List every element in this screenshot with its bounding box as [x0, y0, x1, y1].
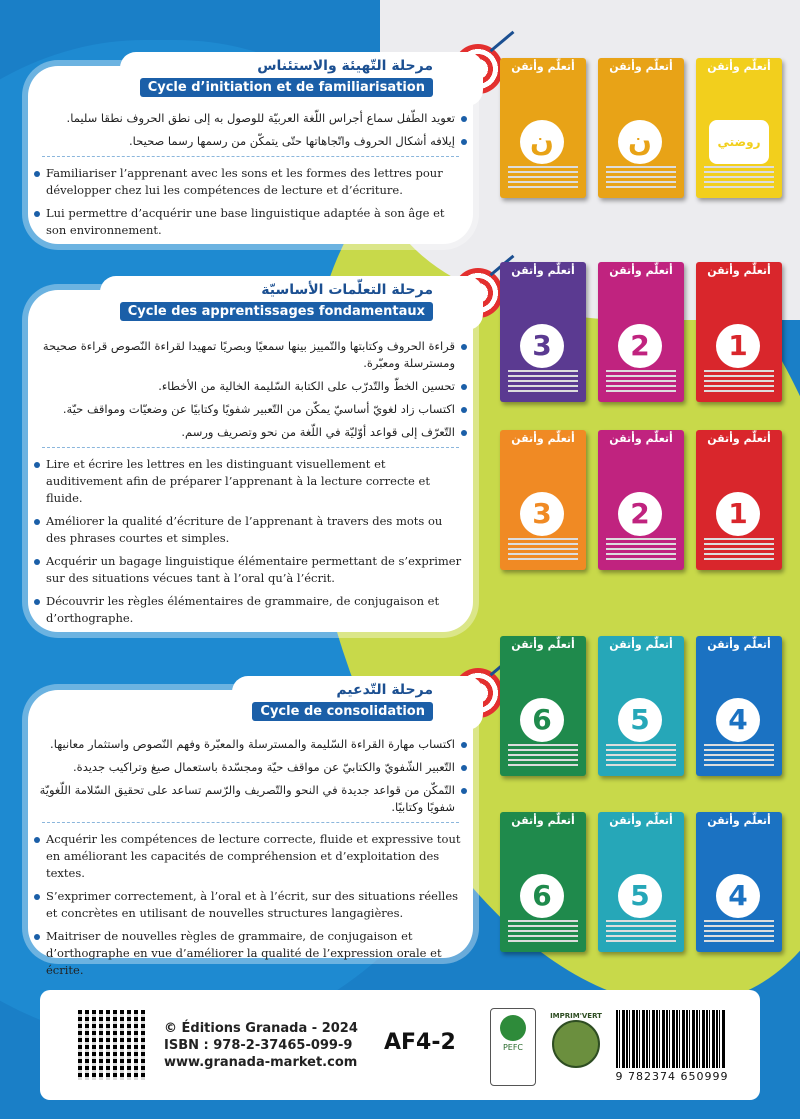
book-cover: [500, 262, 586, 402]
section-title-fr: Cycle d’initiation et de familiarisation: [140, 78, 433, 97]
section-list-ar: [32, 338, 469, 441]
list-item: Découvrir les règles élémentaires de grammaire, de conjugaison et d’orthographe.: [32, 593, 469, 627]
list-item: اكتساب زاد لغويّ أساسيّ يمكّن من التّعبير شفويًا وكتابيًا عن وضعيّات ومواقف حيّة.: [32, 401, 469, 418]
book-decoration: [704, 370, 774, 392]
book-title: أتعلّم وأتقن: [707, 432, 771, 445]
list-item: إيلافه أشكال الحروف واتّجاهاتها حتّى يتمكّن من رسمها رسما صحيحا.: [32, 133, 469, 150]
globe-icon: [552, 1020, 600, 1068]
copyright-text: © Éditions Granada - 2024: [164, 1021, 358, 1036]
book-label: 3: [520, 492, 564, 536]
list-item: Lire et écrire les lettres en les distinguant visuellement et auditivement afin de préparer l’apprenant à la lecture correcte et fluide.: [32, 456, 469, 507]
list-item: تعويد الطّفل سماع أجراس اللّغة العربيّة للوصول به إلى نطق الحروف نطقا سليما.: [32, 110, 469, 127]
book-label: 1: [716, 324, 760, 368]
book-label: ن: [520, 120, 564, 164]
book-label: ن: [618, 120, 662, 164]
book-title: أتعلّم وأتقن: [609, 60, 673, 73]
book-title: أتعلّم وأتقن: [511, 264, 575, 277]
list-item: Acquérir un bagage linguistique élémentaire permettant de s’exprimer sur des situations vécues tant à l’oral qu’à l’écrit.: [32, 553, 469, 587]
section-list-fr: [32, 165, 469, 239]
section-fundamentals-panel: [28, 282, 473, 632]
qr-code-icon[interactable]: [78, 1010, 148, 1080]
book-cover: [696, 812, 782, 952]
book-label: 5: [618, 698, 662, 742]
book-decoration: [606, 166, 676, 188]
divider: [42, 447, 459, 448]
section-initiation-panel: [28, 58, 473, 244]
book-label: روضتي: [709, 120, 769, 164]
list-item: Améliorer la qualité d’écriture de l’apprenant à travers des mots ou des phrases courtes et simples.: [32, 513, 469, 547]
section-title-ar: مرحلة التعلّمات الأساسيّة: [261, 282, 433, 298]
book-label: 6: [520, 874, 564, 918]
divider: [42, 822, 459, 823]
book-cover: [500, 812, 586, 952]
book-decoration: [508, 370, 578, 392]
book-decoration: [508, 538, 578, 560]
book-label: 4: [716, 698, 760, 742]
book-decoration: [606, 538, 676, 560]
section-list-fr: [32, 831, 469, 979]
book-decoration: [704, 920, 774, 942]
section-title-ar: مرحلة التّهيئة والاستئناس: [257, 58, 433, 74]
list-item: اكتساب مهارة القراءة السّليمة والمسترسلة والمعبّرة وفهم النّصوص واستثمار معانيها.: [32, 736, 469, 753]
book-label: 2: [618, 324, 662, 368]
book-label: 2: [618, 492, 662, 536]
book-decoration: [704, 166, 774, 188]
book-title: أتعلّم وأتقن: [609, 264, 673, 277]
book-title: أتعلّم وأتقن: [511, 432, 575, 445]
list-item: قراءة الحروف وكتابتها والتّمييز بينها سمعيًا وبصريًا تمهيدا لقراءة النّصوص قراءة صحيحة ومسترسلة ومعبّرة.: [32, 338, 469, 372]
publisher-info: [164, 1020, 358, 1071]
imprim-vert-logo: [548, 1012, 604, 1078]
section-header: [232, 676, 483, 730]
book-cover: [696, 430, 782, 570]
book-decoration: [704, 538, 774, 560]
book-label: 5: [618, 874, 662, 918]
isbn-text: ISBN : 978-2-37465-099-9: [164, 1038, 353, 1053]
book-decoration: [508, 166, 578, 188]
book-title: أتعلّم وأتقن: [707, 264, 771, 277]
book-title: أتعلّم وأتقن: [707, 60, 771, 73]
book-cover: [598, 58, 684, 198]
book-decoration: [508, 920, 578, 942]
book-cover: [696, 636, 782, 776]
list-item: Lui permettre d’acquérir une base linguistique adaptée à son âge et son environnement.: [32, 205, 469, 239]
book-title: أتعلّم وأتقن: [609, 432, 673, 445]
book-cover: [696, 262, 782, 402]
book-label: 4: [716, 874, 760, 918]
book-cover: [598, 262, 684, 402]
section-list-fr: [32, 456, 469, 627]
section-consolidation-panel: [28, 682, 473, 977]
divider: [42, 156, 459, 157]
barcode-number: 9 782374 650999: [615, 1070, 729, 1083]
section-list-ar: [32, 110, 469, 150]
section-header: [100, 276, 483, 330]
list-item: التّمكّن من قواعد جديدة في النحو والتّصريف والرّسم تساعد على تحقيق السّلامة اللّغويّة شفويًا وكتابيًا.: [32, 782, 469, 816]
book-cover: [500, 430, 586, 570]
website-link[interactable]: www.granada-market.com: [164, 1055, 358, 1070]
book-title: أتعلّم وأتقن: [707, 814, 771, 827]
tree-icon: [500, 1015, 526, 1041]
footer: [40, 990, 760, 1100]
list-item: Familiariser l’apprenant avec les sons et les formes des lettres pour développer chez lui les compétences de lecture et d’écriture.: [32, 165, 469, 199]
section-title-ar: مرحلة التّدعيم: [336, 682, 433, 698]
book-title: أتعلّم وأتقن: [511, 60, 575, 73]
book-decoration: [606, 370, 676, 392]
book-decoration: [508, 744, 578, 766]
book-cover: [696, 58, 782, 198]
book-decoration: [606, 920, 676, 942]
barcode-icon: [616, 1010, 726, 1068]
book-decoration: [704, 744, 774, 766]
book-cover: [598, 430, 684, 570]
section-header: [120, 52, 483, 106]
book-cover: [598, 636, 684, 776]
book-title: أتعلّم وأتقن: [511, 638, 575, 651]
book-label: 6: [520, 698, 564, 742]
book-decoration: [606, 744, 676, 766]
book-cover: [500, 636, 586, 776]
pefc-label: PEFC: [502, 1043, 524, 1052]
list-item: تحسين الخطّ والتّدرّب على الكتابة السّليمة الخالية من الأخطاء.: [32, 378, 469, 395]
book-title: أتعلّم وأتقن: [511, 814, 575, 827]
section-title-fr: Cycle des apprentissages fondamentaux: [120, 302, 433, 321]
book-cover: [500, 58, 586, 198]
imprim-label: IMPRIM'VERT: [550, 1012, 602, 1020]
book-label: 1: [716, 492, 760, 536]
list-item: Maitriser de nouvelles règles de grammaire, de conjugaison et d’orthographe en vue d’améliorer la qualité de l’expression orale et écrite.: [32, 928, 469, 979]
book-title: أتعلّم وأتقن: [609, 638, 673, 651]
list-item: التّعرّف إلى قواعد أوّليّة في اللّغة من نحو وتصريف ورسم.: [32, 424, 469, 441]
reference-code: AF4-2: [384, 1030, 456, 1055]
book-title: أتعلّم وأتقن: [609, 814, 673, 827]
book-label: 3: [520, 324, 564, 368]
book-title: أتعلّم وأتقن: [707, 638, 771, 651]
book-cover: [598, 812, 684, 952]
list-item: Acquérir les compétences de lecture correcte, fluide et expressive tout en améliorant les capacités de compréhension et d’exploitation des textes.: [32, 831, 469, 882]
list-item: التّعبير الشّفويّ والكتابيّ عن مواقف حيّة ومجسّدة باستعمال صيغ وتراكيب جديدة.: [32, 759, 469, 776]
pefc-logo: [490, 1008, 536, 1086]
list-item: S’exprimer correctement, à l’oral et à l’écrit, sur des situations réelles et concrètes en utilisant de nouvelles structures langagières.: [32, 888, 469, 922]
section-list-ar: [32, 736, 469, 816]
section-title-fr: Cycle de consolidation: [252, 702, 433, 721]
